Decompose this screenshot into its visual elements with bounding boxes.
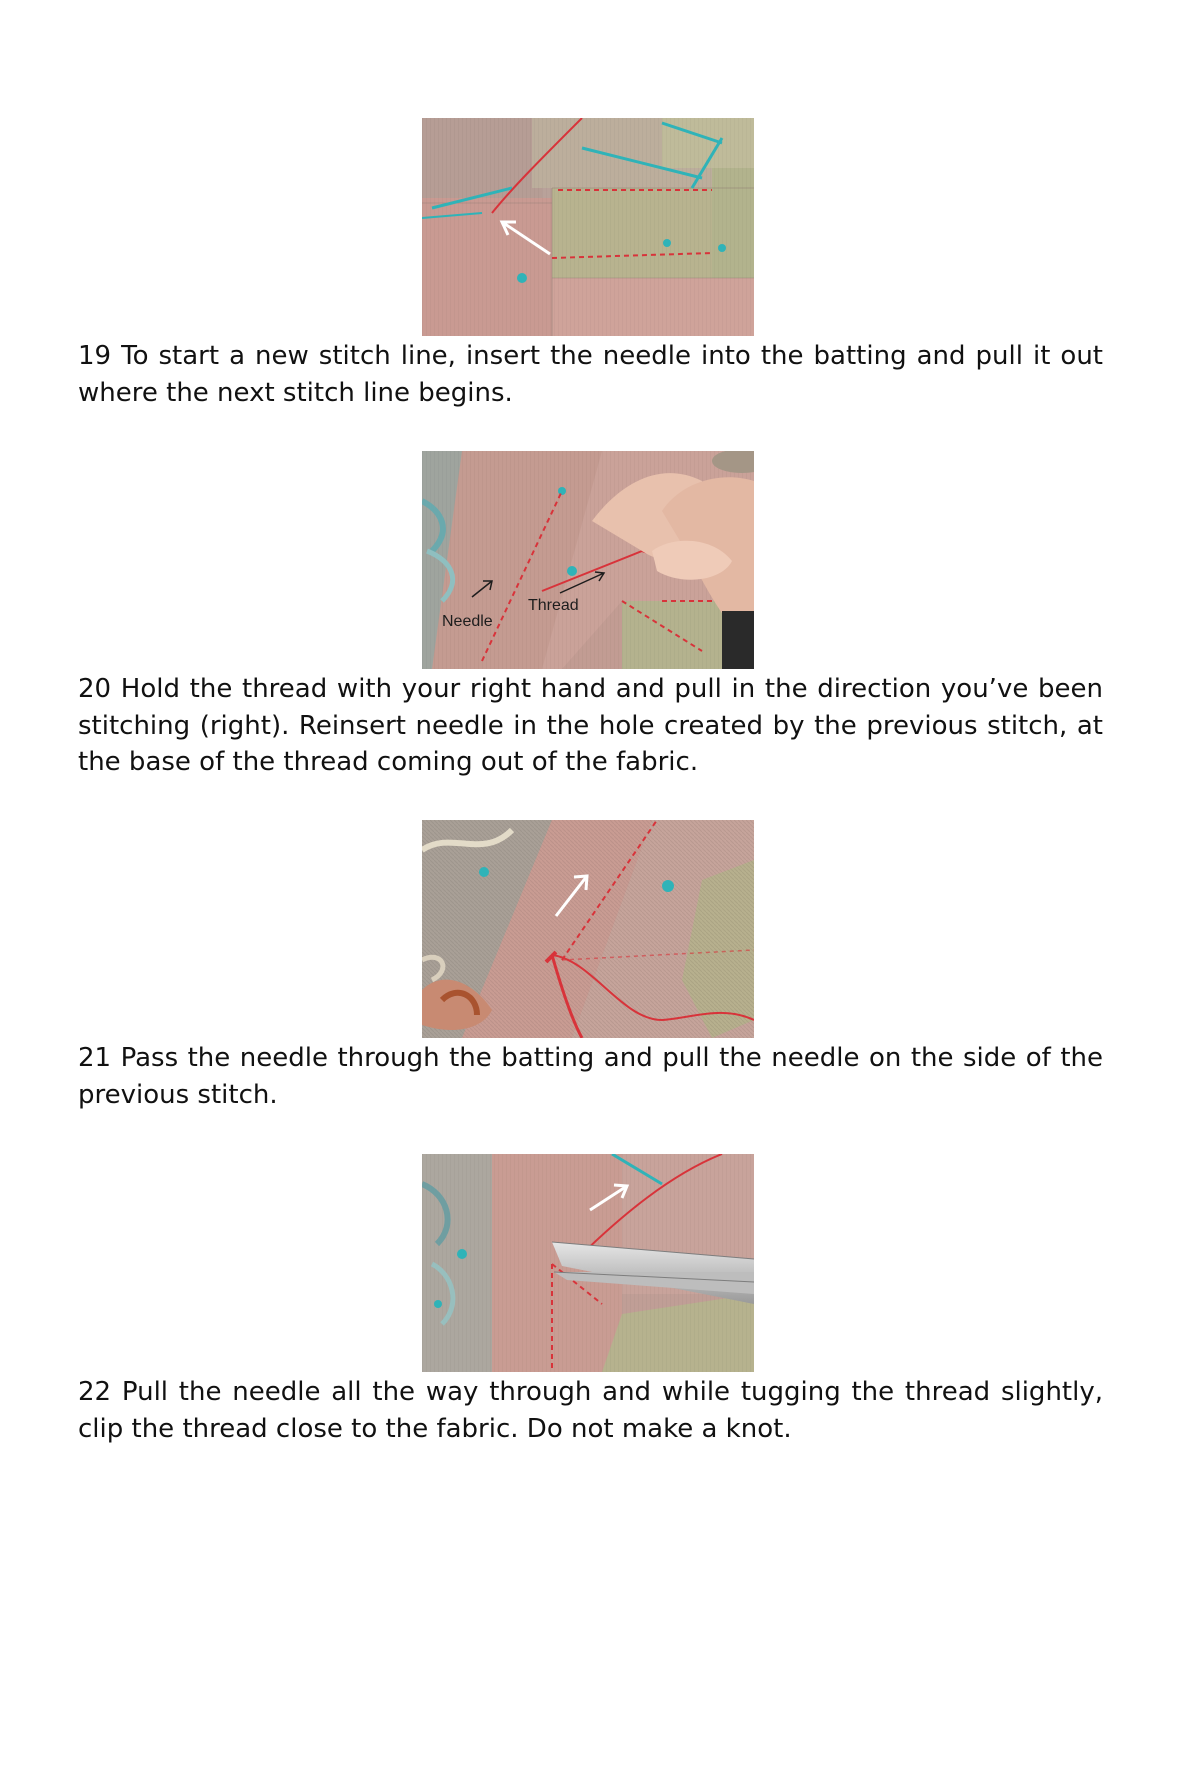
quilting-photo-icon [422, 820, 754, 1038]
step-22 [78, 1154, 1103, 1447]
quilting-photo-icon [422, 451, 754, 669]
step-19-text: 19 To start a new stitch line, insert the needle into the batting and pull it out where the next stitch line begins. [78, 341, 1103, 408]
step-22-text: 22 Pull the needle all the way through and while tugging the thread slightly, clip the thread close to the fabric. Do not make a knot. [78, 1377, 1103, 1444]
step-21-photo [422, 820, 754, 1038]
thread-label: Thread [528, 597, 579, 614]
step-19 [78, 118, 1103, 411]
needle-label: Needle [442, 613, 493, 630]
quilting-photo-icon [422, 1154, 754, 1372]
step-22-photo [422, 1154, 754, 1372]
step-20-text: 20 Hold the thread with your right hand and pull in the direction you’ve been stitching (right). Reinsert needle in the hole created by the previous stitch, at the base of the thread coming out of the fabric. [78, 674, 1103, 777]
step-20-photo [422, 451, 754, 669]
quilting-photo-icon [422, 118, 754, 336]
step-20 [78, 451, 1103, 781]
step-21-text: 21 Pass the needle through the batting and pull the needle on the side of the previous stitch. [78, 1043, 1103, 1110]
step-19-photo [422, 118, 754, 336]
step-21 [78, 820, 1103, 1113]
